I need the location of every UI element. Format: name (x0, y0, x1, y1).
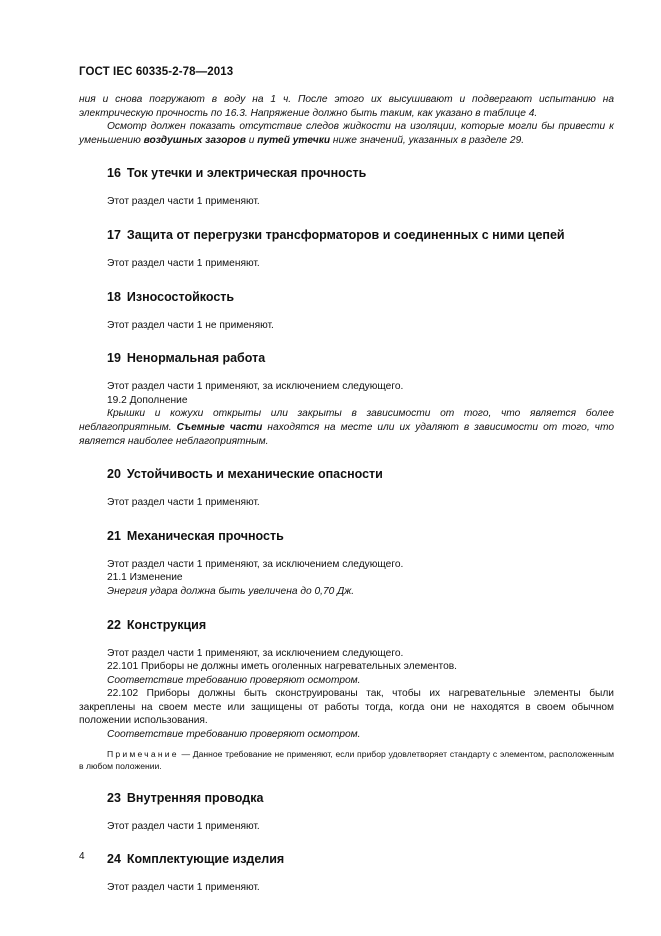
section-16-heading (79, 165, 614, 181)
section-number: 22 (107, 617, 121, 632)
clause-22-101: 22.101 Приборы не должны иметь оголенных нагревательных элементов. (107, 661, 457, 673)
page-content (79, 93, 614, 895)
section-number: 16 (107, 166, 121, 181)
section-24-heading (79, 851, 614, 867)
section-title: Внутренняя проводка (126, 790, 264, 805)
section-title: Конструкция (126, 617, 207, 632)
section-number: 24 (107, 852, 121, 867)
section-17-text: Этот раздел части 1 применяют. (107, 257, 260, 269)
section-19-heading (79, 350, 614, 366)
page-number: 4 (79, 851, 85, 862)
section-title: Износостойкость (126, 289, 235, 304)
term-air-gaps: воздушных зазоров (143, 134, 246, 146)
section-title: Ток утечки и электрическая прочность (126, 166, 367, 181)
section-number: 19 (107, 351, 121, 366)
section-24-text: Этот раздел части 1 применяют. (107, 882, 260, 894)
section-21-subclause: 21.1 Изменение (107, 572, 183, 584)
compliance-check-2: Соответствие требованию проверяют осмотром. (107, 729, 361, 741)
section-number: 23 (107, 790, 121, 805)
req-text-c: находятся на месте или их удаляют в зависимости от того, что является наиболее неблагоприятным. (79, 421, 614, 447)
section-23-text: Этот раздел части 1 применяют. (107, 820, 260, 832)
section-21-text: Этот раздел части 1 применяют, за исключением следующего. (107, 558, 404, 570)
note-text: — Данное требование не применяют, если прибор удовлетворяет стандарту с элементом, расположенным в любом положении. (79, 748, 614, 771)
section-title: Устойчивость и механические опасности (126, 467, 383, 482)
section-19-text: Этот раздел части 1 применяют, за исключением следующего. (107, 381, 404, 393)
intro-paragraph-2 (79, 120, 614, 147)
section-16-text: Этот раздел части 1 применяют. (107, 196, 260, 208)
section-19-subclause: 19.2 Дополнение (107, 394, 188, 406)
section-title: Защита от перегрузки трансформаторов и соединенных с ними цепей (126, 227, 565, 242)
intro-paragraph-1: ния и снова погружают в воду на 1 ч. После этого их высушивают и подвергают испытанию на электрическую прочность по 16.3. Напряжение должно быть таким, как указано в таблице 4. (79, 94, 614, 119)
term-detachable-parts: Съемные части (176, 421, 263, 433)
term-creepage: путей утечки (257, 134, 331, 146)
section-19-requirement (79, 407, 614, 448)
section-20-heading (79, 466, 614, 482)
clause-22-102: 22.102 Приборы должны быть сконструированы так, чтобы их нагревательные элементы были закреплены на своем месте или защищены от работы тогда, когда они не находятся в своем обычном положении использования. (79, 688, 614, 727)
section-22-text: Этот раздел части 1 применяют, за исключением следующего. (107, 647, 404, 659)
intro-text-c: и (245, 134, 258, 146)
intro-text-a: Осмотр должен показать отсутствие следов жидкости на изоляции, которые могли бы привести к уменьшению (79, 121, 614, 146)
section-23-heading (79, 790, 614, 806)
intro-text-e: ниже значений, указанных в разделе 29. (330, 134, 525, 146)
compliance-check-1: Соответствие требованию проверяют осмотром. (107, 674, 361, 686)
section-20-text: Этот раздел части 1 применяют. (107, 497, 260, 509)
section-21-requirement: Энергия удара должна быть увеличена до 0,70 Дж. (107, 585, 355, 597)
section-18-text: Этот раздел части 1 не применяют. (107, 319, 274, 331)
section-22-heading (79, 617, 614, 633)
note-label: Примечание (107, 748, 179, 759)
section-title: Ненормальная работа (126, 351, 266, 366)
section-number: 20 (107, 467, 121, 482)
section-title: Комплектующие изделия (126, 852, 285, 867)
note (79, 748, 614, 772)
req-text-a: Крышки и кожухи открыты или закрыты в зависимости от того, что является более неблагоприятным. (79, 408, 614, 433)
section-18-heading (79, 289, 614, 305)
document-header: ГОСТ IEC 60335-2-78—2013 (79, 66, 234, 78)
section-title: Механическая прочность (126, 528, 284, 543)
section-21-heading (79, 528, 614, 544)
section-number: 21 (107, 528, 121, 543)
section-number: 17 (107, 227, 121, 242)
section-17-heading (79, 227, 614, 243)
section-number: 18 (107, 289, 121, 304)
